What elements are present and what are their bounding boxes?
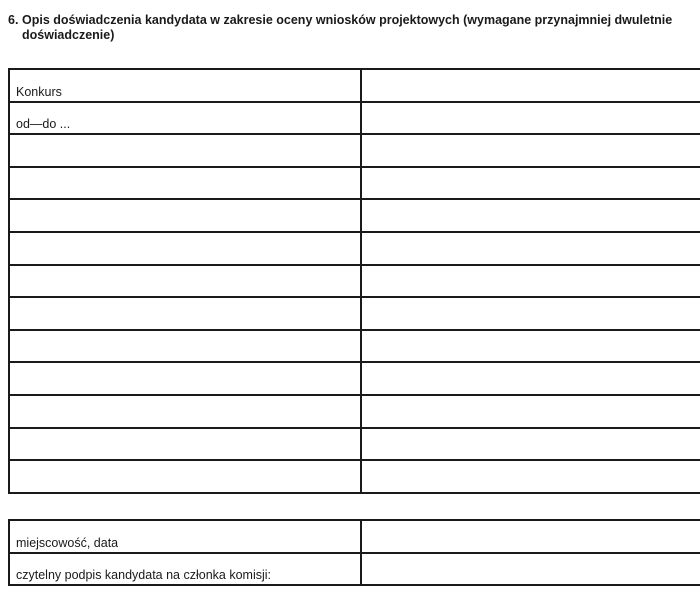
experience-value-cell[interactable] — [361, 460, 700, 493]
section-number: 6. — [8, 13, 19, 27]
experience-value-cell[interactable] — [361, 265, 700, 298]
section-heading — [8, 13, 694, 43]
signature-table-body — [9, 520, 700, 585]
experience-value-cell[interactable] — [361, 395, 700, 428]
table-row — [9, 199, 700, 232]
experience-value-cell[interactable] — [361, 428, 700, 461]
table-row — [9, 395, 700, 428]
table-row — [9, 330, 700, 363]
experience-label-cell[interactable] — [9, 395, 361, 428]
table-row — [9, 102, 700, 135]
signature-field[interactable] — [361, 553, 700, 586]
table-row — [9, 297, 700, 330]
experience-label-cell[interactable] — [9, 428, 361, 461]
experience-label-cell[interactable] — [9, 265, 361, 298]
place-date-label: miejscowość, data — [9, 520, 361, 553]
table-row — [9, 520, 700, 553]
table-row — [9, 232, 700, 265]
experience-label-cell[interactable] — [9, 297, 361, 330]
signature-label: czytelny podpis kandydata na członka komisji: — [9, 553, 361, 586]
experience-value-cell[interactable] — [361, 102, 700, 135]
experience-label-cell[interactable] — [9, 134, 361, 167]
experience-label-cell: od—do ... — [9, 102, 361, 135]
experience-label-cell[interactable] — [9, 460, 361, 493]
signature-table — [8, 519, 700, 586]
table-row — [9, 134, 700, 167]
table-row — [9, 167, 700, 200]
experience-label-cell[interactable] — [9, 167, 361, 200]
experience-label-cell[interactable] — [9, 232, 361, 265]
table-row — [9, 362, 700, 395]
experience-label-cell: Konkurs — [9, 69, 361, 102]
section-title: Opis doświadczenia kandydata w zakresie oceny wniosków projektowych (wymagane przynajmniej dwuletnie doświadczenie) — [22, 13, 673, 42]
experience-label-cell[interactable] — [9, 199, 361, 232]
experience-value-cell[interactable] — [361, 167, 700, 200]
place-date-field[interactable] — [361, 520, 700, 553]
table-row — [9, 428, 700, 461]
experience-table — [8, 68, 700, 494]
experience-value-cell[interactable] — [361, 330, 700, 363]
experience-value-cell[interactable] — [361, 199, 700, 232]
experience-value-cell[interactable] — [361, 232, 700, 265]
table-row — [9, 69, 700, 102]
experience-value-cell[interactable] — [361, 362, 700, 395]
table-row — [9, 460, 700, 493]
experience-table-body — [9, 69, 700, 493]
table-row — [9, 553, 700, 586]
experience-label-cell[interactable] — [9, 362, 361, 395]
table-row — [9, 265, 700, 298]
experience-value-cell[interactable] — [361, 69, 700, 102]
experience-label-cell[interactable] — [9, 330, 361, 363]
experience-value-cell[interactable] — [361, 134, 700, 167]
experience-value-cell[interactable] — [361, 297, 700, 330]
